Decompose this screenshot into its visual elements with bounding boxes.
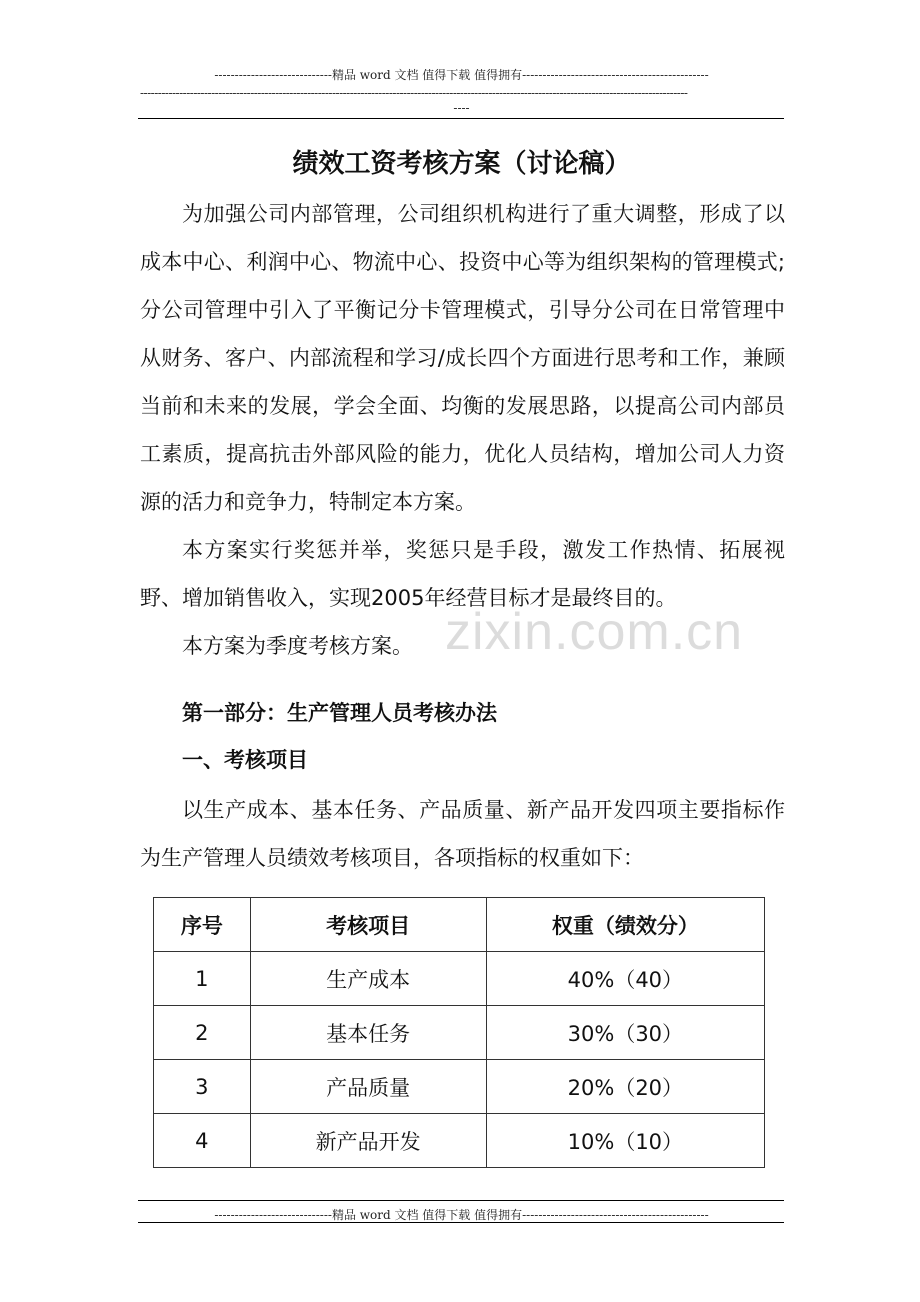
document-title: 绩效工资考核方案（讨论稿） (292, 149, 631, 179)
table-row (154, 1060, 765, 1114)
header-rule (138, 118, 784, 119)
table-cell: 基本任务 (250, 1006, 486, 1060)
weights-table (153, 897, 765, 1168)
sub-heading: 一、考核项目 (182, 748, 308, 772)
table-row (154, 1114, 765, 1168)
footer-rule (138, 1200, 784, 1201)
table-cell: 1 (154, 952, 251, 1006)
watermark-text: zixin.com.cn (445, 603, 744, 661)
table-cell: 新产品开发 (250, 1114, 486, 1168)
paragraph-intro: 为加强公司内部管理，公司组织机构进行了重大调整，形成了以成本中心、利润中心、物流中心、投资中心等为组织架构的管理模式;分公司管理中引入了平衡记分卡管理模式，引导分公司在日常管理中从财务、客户、内部流程和学习/成长四个方面进行思考和工作，兼顾当前和未来的发展，学会全面、均衡的发展思路，以提高公司内部员工素质，提高抗击外部风险的能力，优化人员结构，增加公司人力资源的活力和竞争力，特制定本方案。 (140, 202, 785, 514)
table-cell: 3 (154, 1060, 251, 1114)
page-header-dashes: ---------------------------------------------------------------------------------------------------------------------------------------------------------- (140, 86, 688, 100)
table-cell: 产品质量 (250, 1060, 486, 1114)
part-heading: 第一部分：生产管理人员考核办法 (182, 701, 497, 725)
table-row (154, 952, 765, 1006)
page-footer-text: -----------------------------精品 word 文档 值得下载 值得拥有---------------------------------------------- (214, 1208, 709, 1222)
table-cell: 20%（20） (486, 1060, 764, 1114)
table-cell: 10%（10） (486, 1114, 764, 1168)
table-header-cell: 考核项目 (250, 898, 486, 952)
paragraph-goal: 本方案实行奖惩并举，奖惩只是手段，激发工作热情、拓展视野、增加销售收入，实现2005年经营目标才是最终目的。 (140, 538, 785, 610)
table-row (154, 1006, 765, 1060)
table-header-cell: 权重（绩效分） (486, 898, 764, 952)
table-cell: 2 (154, 1006, 251, 1060)
table-header-row (154, 898, 765, 952)
page-header-dashes-tail: ---- (453, 101, 470, 115)
table-cell: 30%（30） (486, 1006, 764, 1060)
paragraph-assessment-intro: 以生产成本、基本任务、产品质量、新产品开发四项主要指标作为生产管理人员绩效考核项目，各项指标的权重如下： (140, 798, 785, 870)
paragraph-scope: 本方案为季度考核方案。 (182, 634, 413, 658)
page-header-text: -----------------------------精品 word 文档 值得下载 值得拥有---------------------------------------------- (214, 68, 709, 82)
table-cell: 生产成本 (250, 952, 486, 1006)
footer-bottom-rule (138, 1222, 784, 1223)
table-cell: 40%（40） (486, 952, 764, 1006)
table-header-cell: 序号 (154, 898, 251, 952)
table-cell: 4 (154, 1114, 251, 1168)
